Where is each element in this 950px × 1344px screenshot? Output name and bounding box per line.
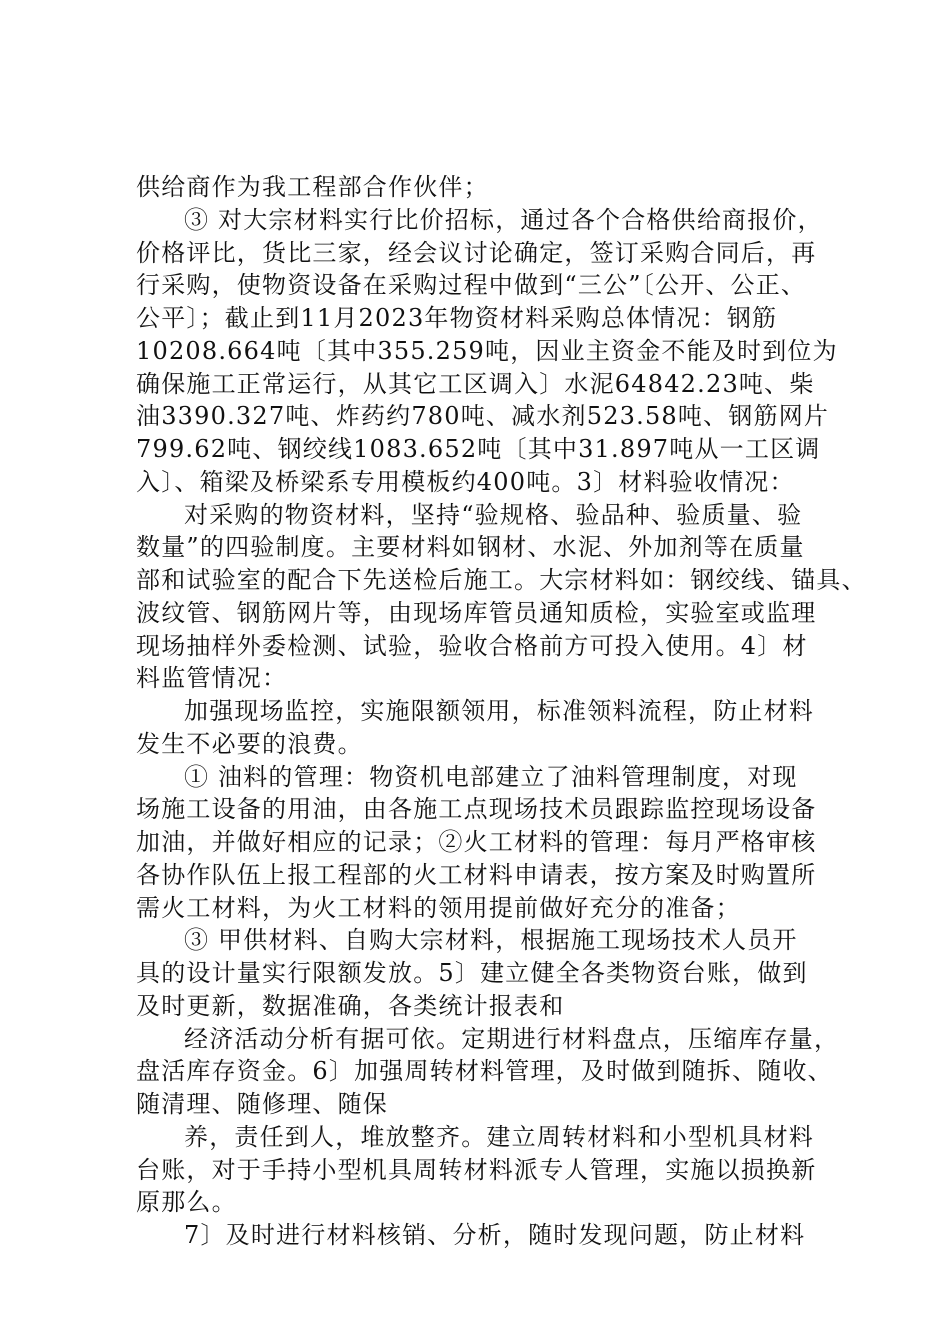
text-line: 现场抽样外委检测、试验，验收合格前方可投入使用。4〕材 [136,632,808,660]
text-line: ① 油料的管理：物资机电部建立了油料管理制度，对现 [184,763,798,791]
text-line: 发生不必要的浪费。 [136,730,363,758]
text-line: 台账，对于手持小型机具周转材料派专人管理，实施以损换新 [136,1156,817,1184]
text-line: 及时更新，数据准确，各类统计报表和 [136,992,565,1020]
text-line: 部和试验室的配合下先送检后施工。大宗材料如：钢绞线、锚具、 [136,566,867,594]
text-line: 经济活动分析有据可依。定期进行材料盘点，压缩库存量， [184,1025,840,1053]
text-line: 确保施工正常运行，从其它工区调入〕水泥64842.23吨、柴 [136,370,815,398]
text-line: 波纹管、钢筋网片等，由现场库管员通知质检，实验室或监理 [136,599,817,627]
text-line: 加油，并做好相应的记录；②火工材料的管理：每月严格审核 [136,828,817,856]
text-line: 养，责任到人，堆放整齐。建立周转材料和小型机具材料 [184,1123,814,1151]
text-line: 随清理、随修理、随保 [136,1090,388,1118]
text-line: 加强现场监控，实施限额领用，标准领料流程，防止材料 [184,697,814,725]
text-line: ③ 对大宗材料实行比价招标，通过各个合格供给商报价， [184,206,823,234]
text-line: 需火工材料，为火工材料的领用提前做好充分的准备； [136,894,741,922]
text-line: 盘活库存资金。6〕加强周转材料管理，及时做到随拆、随收、 [136,1057,833,1085]
text-line: 价格评比，货比三家，经会议讨论确定，签订采购合同后，再 [136,239,817,267]
text-line: 原那么。 [136,1188,237,1216]
text-line: ③ 甲供材料、自购大宗材料，根据施工现场技术人员开 [184,926,798,954]
text-line: 行采购，使物资设备在采购过程中做到“三公”〔公开、公正、 [136,271,807,299]
text-line: 入〕、箱梁及桥梁系专用模板约400吨。3〕材料验收情况： [136,468,795,496]
text-line: 油3390.327吨、炸药约780吨、减水剂523.58吨、钢筋网片 [136,402,830,430]
text-line: 各协作队伍上报工程部的火工材料申请表，按方案及时购置所 [136,861,817,889]
text-line: 799.62吨、钢绞线1083.652吨〔其中31.897吨从一工区调 [136,435,821,463]
text-line: 料监管情况： [136,664,288,692]
text-line: 场施工设备的用油，由各施工点现场技术员跟踪监控现场设备 [136,795,817,823]
text-line: 10208.664吨〔其中355.259吨，因业主资金不能及时到位为 [136,337,838,365]
text-line: 供给商作为我工程部合作伙伴； [136,173,489,201]
text-line: 公平〕；截止到11月2023年物资材料采购总体情况：钢筋 [136,304,778,332]
text-line: 具的设计量实行限额发放。5〕建立健全各类物资台账，做到 [136,959,808,987]
text-line: 对采购的物资材料，坚持“验规格、验品种、验质量、验 [184,501,803,529]
text-line: 数量”的四验制度。主要材料如钢材、水泥、外加剂等在质量 [136,533,805,561]
text-line: 7〕及时进行材料核销、分析，随时发现问题，防止材料 [184,1221,806,1249]
